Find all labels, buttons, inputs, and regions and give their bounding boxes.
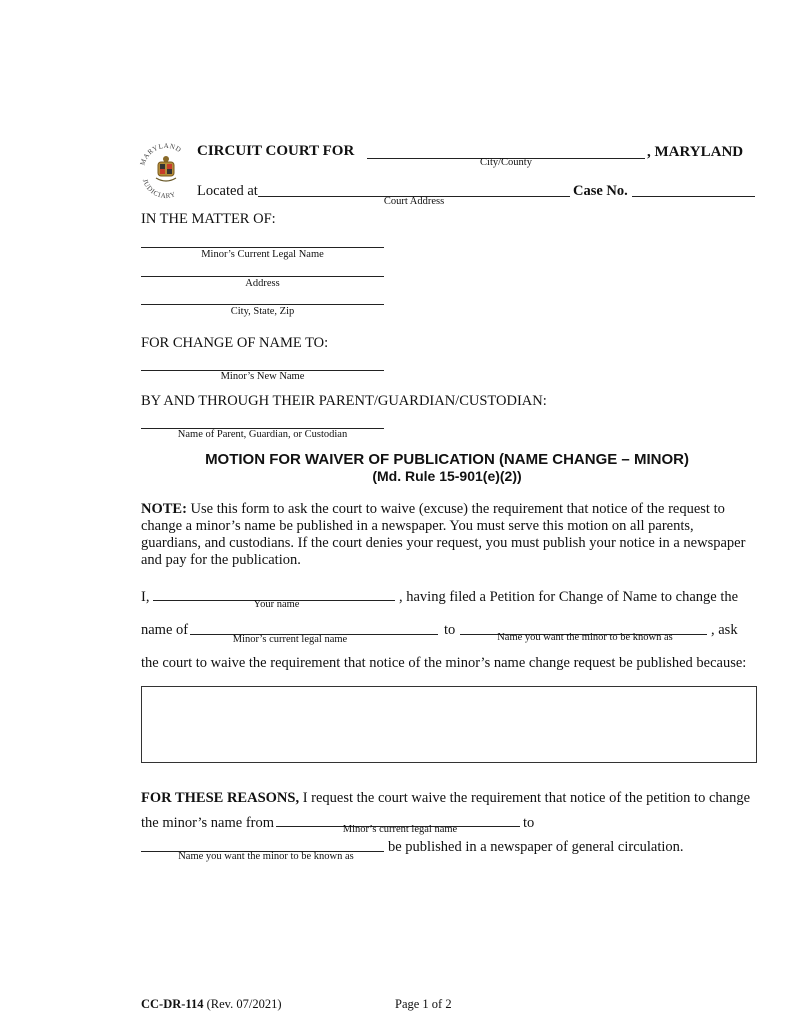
city-state-zip-caption: City, State, Zip [230,306,295,317]
located-at-label: Located at [197,183,258,199]
name-of-caption: Minor’s current legal name [232,634,348,645]
in-the-matter-of-label: IN THE MATTER OF: [141,211,276,227]
note-line-2: change a minor’s name be published in a newspaper. You must serve this motion on all parents, [141,518,694,534]
new-name-field[interactable] [143,353,381,369]
city-county-caption: City/County [480,157,532,168]
name-from-caption: Minor’s current legal name [342,824,458,835]
court-address-caption: Court Address [383,196,445,207]
court-address-field[interactable] [262,180,567,196]
page-number: Page 1 of 2 [395,997,452,1011]
for-change-of-name-label: FOR CHANGE OF NAME TO: [141,335,329,351]
known-as-field-2[interactable] [143,835,381,851]
by-and-through-label: BY AND THROUGH THEIR PARENT/GUARDIAN/CUSTODIAN: [141,393,547,409]
name-of-field[interactable] [193,618,435,634]
your-name-caption: Your name [253,599,300,610]
note-line-1 [141,501,725,518]
i-label: I, [141,589,150,605]
minor-name-field[interactable] [143,230,381,246]
minor-name-caption: Minor’s Current Legal Name [201,249,324,260]
case-no-label: Case No. [573,183,628,199]
minors-name-from-label: the minor’s name from [141,815,275,831]
ask-text: , ask [711,622,738,638]
city-county-field[interactable] [370,142,640,158]
note-line-3: guardians, and custodians. If the court denies your request, you must publish your notice in a newspaper [141,535,746,551]
be-published-text: be published in a newspaper of general circulation. [388,839,684,855]
case-no-field[interactable] [634,180,752,196]
case-no-line [632,196,755,197]
circuit-court-for-label: CIRCUIT COURT FOR [197,143,355,159]
known-as-caption: Name you want the minor to be known as [497,632,673,643]
to-label: to [444,622,456,638]
svg-text:JUDICIARY: JUDICIARY [140,178,177,201]
to-label-2: to [523,815,535,831]
minor-name-line [141,247,384,248]
svg-text:MARYLAND: MARYLAND [138,141,183,167]
your-name-field[interactable] [156,584,392,600]
reason-textarea[interactable] [141,686,757,763]
maryland-judiciary-seal [138,140,194,202]
form-revision: (Rev. 07/2021) [203,997,282,1011]
parent-name-field[interactable] [143,411,381,427]
maryland-label: , MARYLAND [647,144,744,160]
form-code: CC-DR-114 [141,997,204,1011]
address-field[interactable] [143,259,381,275]
form-number [141,997,282,1012]
known-as-caption-2: Name you want the minor to be known as [178,851,354,862]
waive-line-text: the court to waive the requirement that notice of the minor’s name change request be published because: [141,655,747,671]
address-line [141,276,384,277]
reasons-text-1: I request the court waive the requirement that notice of the petition to change [299,790,751,806]
new-name-caption: Minor’s New Name [220,371,305,382]
motion-title: MOTION FOR WAIVER OF PUBLICATION (NAME CHANGE – MINOR) [205,451,689,468]
name-of-label: name of [141,622,189,638]
city-state-zip-line [141,304,384,305]
rule-citation: (Md. Rule 15-901(e)(2)) [372,468,522,484]
parent-name-caption: Name of Parent, Guardian, or Custodian [177,429,348,440]
city-state-zip-field[interactable] [143,287,381,303]
address-caption: Address [245,278,280,289]
reasons-line-1 [141,790,750,807]
reasons-label: FOR THESE REASONS, [141,790,300,806]
note-line-4: and pay for the publication. [141,552,301,568]
having-filed-text: , having filed a Petition for Change of Name to change the [399,589,739,605]
note-text-1: Use this form to ask the court to waive (excuse) the requirement that notice of the request to [186,501,725,517]
note-label: NOTE: [141,501,187,517]
